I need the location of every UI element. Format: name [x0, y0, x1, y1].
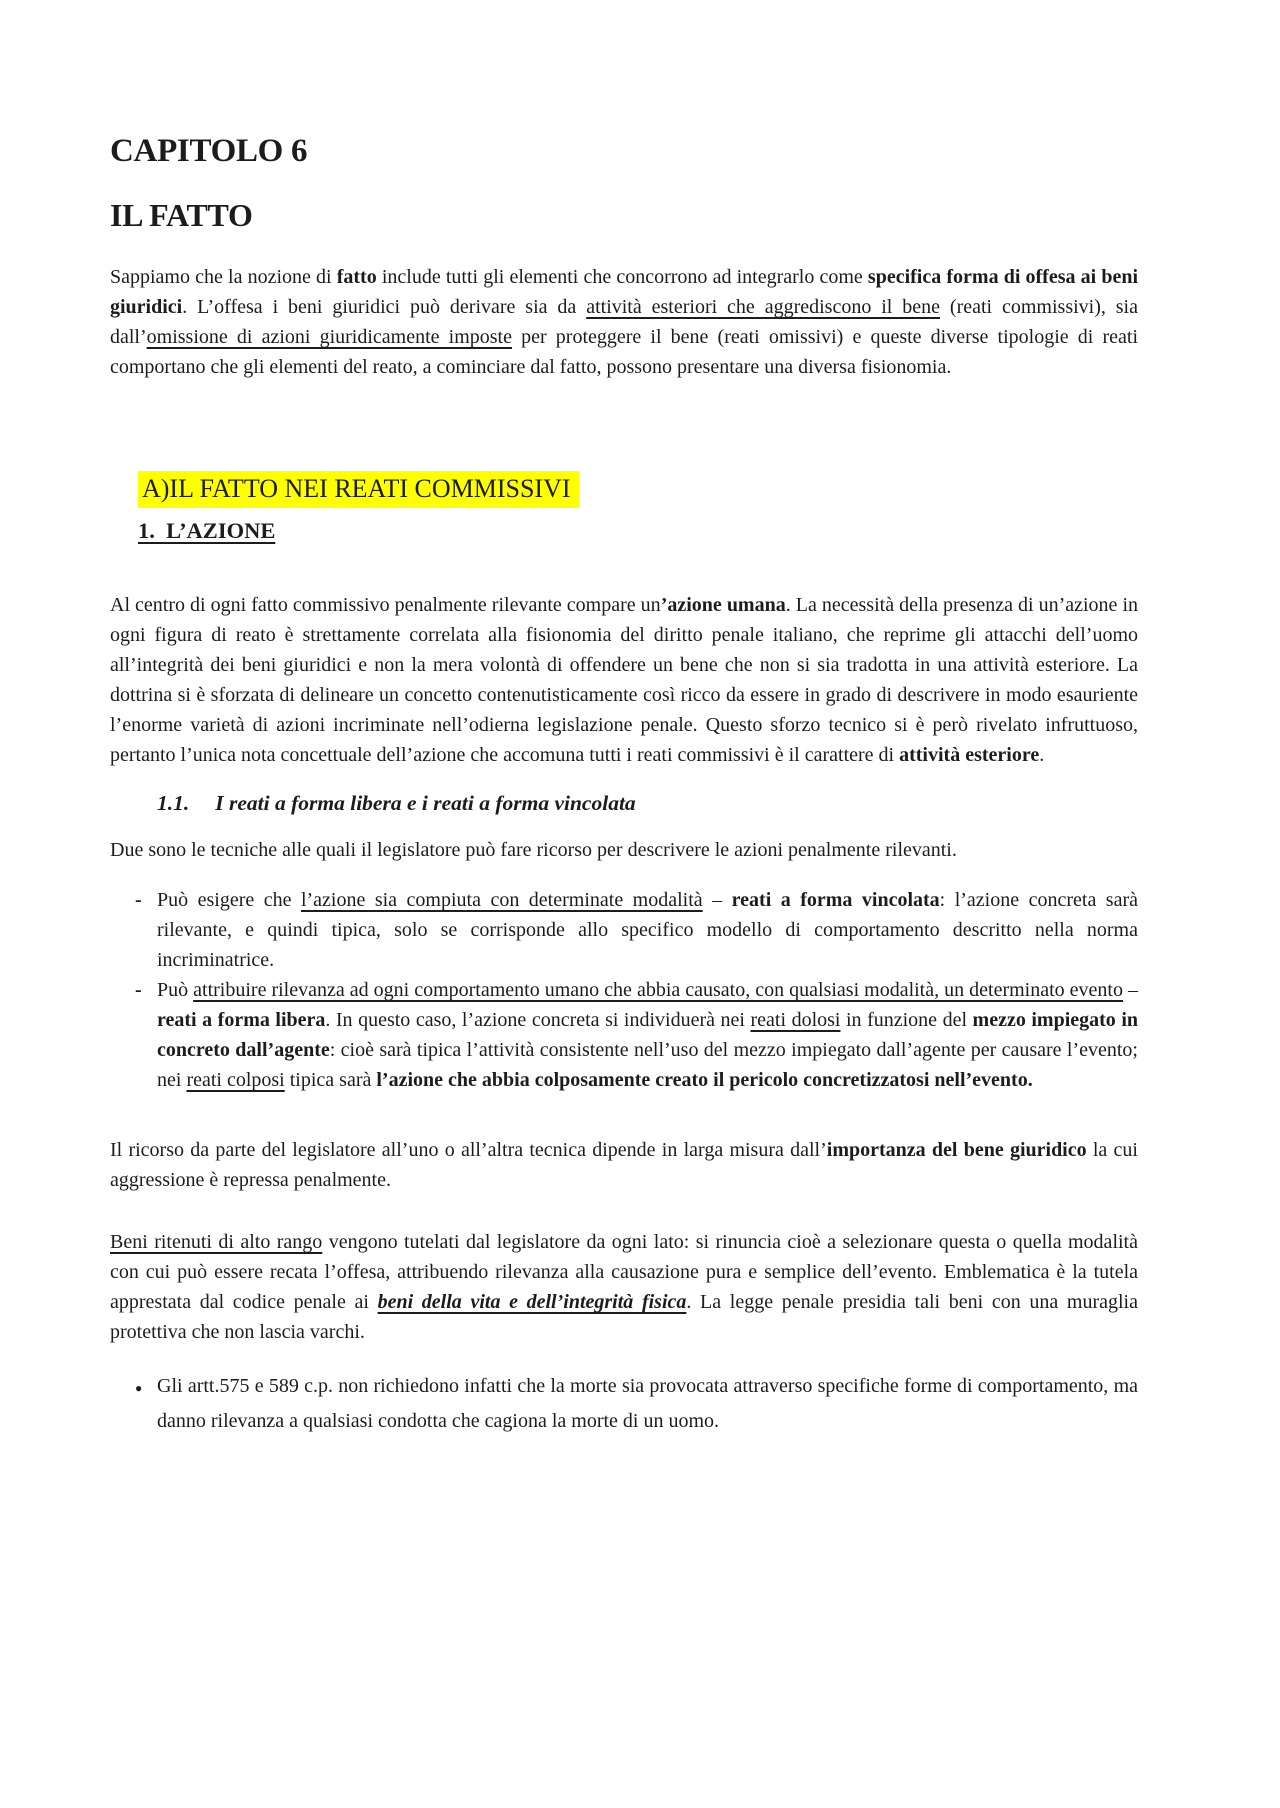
chapter-title: CAPITOLO 6 [110, 133, 308, 169]
text-run: : cioè sarà tipica l’attività consistente nell’uso del mezzo impiegato dall’agente per causare l’evento; nei [157, 1039, 1138, 1092]
bullet-list [110, 1369, 1138, 1439]
section-a-heading [138, 472, 1138, 506]
text-run: . In questo caso, l’azione concreta si individuerà nei [325, 1009, 751, 1032]
text-run: in funzione del [840, 1009, 973, 1032]
text-run: . La legge penale presidia tali beni con una muraglia protettiva che non lascia varchi. [110, 1291, 1138, 1344]
text-run: reati dolosi [750, 1009, 841, 1032]
text-run: Al centro di ogni fatto commissivo penalmente rilevante compare un [110, 593, 661, 616]
section-1-heading [138, 516, 1138, 545]
text-run: specifica forma di offesa ai beni giuridici [110, 265, 1139, 318]
text-run: per proteggere il bene (reati omissivi) e queste diverse tipologie di reati comportano che gli elementi del reato, a cominciare dal fatto, possono presentare una diversa fisionomia. [110, 325, 1138, 378]
text-run: A)IL FATTO NEI REATI COMMISSIVI [138, 471, 579, 508]
text-run: fatto [336, 265, 377, 288]
list-item [110, 885, 1138, 975]
text-run: Il ricorso da parte del legislatore all’uno o all’altra tecnica dipende in larga misura dall’ [110, 1139, 827, 1162]
dash-marker: - [135, 889, 142, 912]
dash-list [110, 885, 1138, 1095]
text-run: tipica sarà [284, 1069, 377, 1092]
text-run: vengono tutelati dal legislatore da ogni lato: si rinuncia cioè a selezionare questa o quella modalità con cui può essere recata l’offesa, attribuendo rilevanza alla causazione pura e semplice dell’evento. Emblematica è la tutela apprestata dal codice penale ai [110, 1231, 1138, 1314]
text-run: reati a forma vincolata [731, 889, 940, 912]
bullet-marker: ● [135, 1381, 143, 1396]
text-run: reati a forma libera [157, 1009, 326, 1032]
text-run: . La necessità della presenza di un’azione in ogni figura di reato è strettamente correlata alla fisionomia del diritto penale italiano, che reprime gli attacchi dell’uomo all’integrità dei beni giuridici e non la mera volontà di offendere un bene che non si sia tradotta in una attività esteriore. La dottrina si è sforzata di delineare un concetto contenutisticamente così ricco da essere in grado di descrivere in modo esauriente l’enorme varietà di azioni incriminate nell’odierna legislazione penale. Questo sforzo tecnico si è però rivelato infruttuoso, pertanto l’unica nota concettuale dell’azione che accomuna tutti i reati commissivi è il carattere di [110, 593, 1139, 766]
text-run: : l’azione concreta sarà rilevante, e quindi tipica, solo se corrisponde allo specifico modello di comportamento descritto nella norma incriminatrice. [157, 889, 1138, 972]
list-item [110, 1369, 1138, 1439]
text-run: Può esigere che [157, 889, 301, 912]
list-item-text [157, 885, 1138, 975]
text-run: mezzo impiegato in concreto dall’agente [157, 1009, 1139, 1062]
beni-paragraph [110, 1227, 1138, 1347]
chapter-subtitle: IL FATTO [110, 196, 253, 233]
text-run: la cui aggressione è repressa penalmente. [110, 1139, 1138, 1192]
tecniche-paragraph [110, 835, 1138, 865]
list-item-text [157, 1369, 1138, 1439]
text-run: 1. L’AZIONE [138, 518, 276, 544]
text-run: (reati commissivi), sia dall’ [110, 295, 1138, 348]
text-run: Può [157, 979, 194, 1002]
text-run: l’azione che abbia colposamente creato il pericolo concretizzatosi nell’evento. [376, 1069, 1033, 1092]
list-item-text [157, 975, 1138, 1095]
intro-paragraph [110, 262, 1138, 382]
text-run: reati colposi [186, 1069, 285, 1092]
text-run: l’azione sia compiuta con determinate modalità [300, 889, 703, 912]
text-run: include tutti gli elementi che concorrono ad integrarlo come [376, 265, 868, 288]
text-run: attività esteriore [899, 743, 1040, 766]
text-run: I reati a forma libera e i reati a forma vincolata [215, 790, 636, 815]
ricorso-paragraph [110, 1135, 1138, 1195]
text-run: attività esteriori che aggrediscono il bene [586, 295, 941, 318]
text-run: Due sono le tecniche alle quali il legislatore può fare ricorso per descrivere le azioni penalmente rilevanti. [110, 839, 957, 862]
list-item [110, 975, 1138, 1095]
text-run: . [1039, 743, 1045, 766]
text-run: importanza del bene giuridico [826, 1139, 1087, 1162]
text-run: beni della vita e dell’integrità fisica [377, 1291, 687, 1314]
text-run: Gli artt.575 e 589 c.p. non richiedono infatti che la morte sia provocata attraverso specifiche forme di comportamento, ma danno rilevanza a qualsiasi condotta che cagiona la morte di un uomo. [157, 1375, 1138, 1433]
dash-marker: - [135, 979, 142, 1002]
text-run: omissione di azioni giuridicamente imposte [146, 325, 512, 348]
text-run: ’azione umana [660, 593, 786, 616]
text-run: . L’offesa i beni giuridici può derivare sia da [182, 295, 587, 318]
text-run: – [702, 889, 732, 912]
text-run: attribuire rilevanza ad ogni comportamento umano che abbia causato, con qualsiasi modalità, un determinato evento [193, 979, 1123, 1002]
subsection-1-1-heading [157, 790, 1138, 818]
azione-paragraph [110, 590, 1138, 770]
text-run: Beni ritenuti di alto rango [110, 1231, 323, 1254]
text-run: – [1122, 979, 1138, 1002]
text-run: 1.1. [157, 790, 190, 815]
text-run: Sappiamo che la nozione di [110, 265, 337, 288]
